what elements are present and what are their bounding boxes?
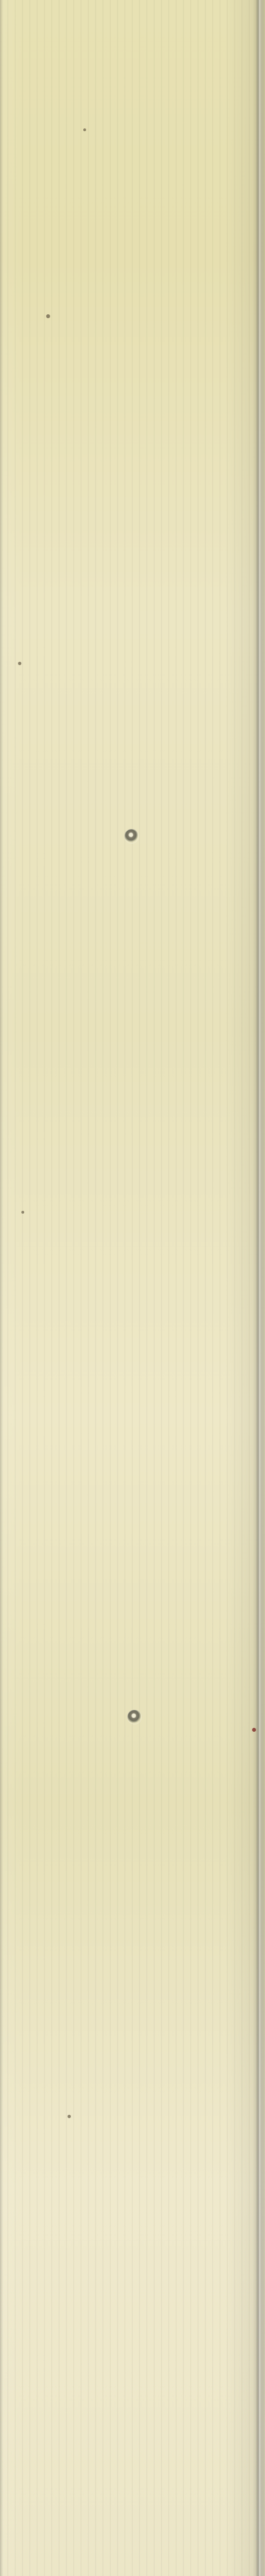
wood-speck xyxy=(21,1211,24,1214)
wood-speck xyxy=(46,314,50,318)
nail-hole-upper xyxy=(124,829,139,844)
nail-hole-lower xyxy=(127,1710,142,1724)
wood-speck xyxy=(83,128,86,131)
wood-speck-red xyxy=(252,1728,256,1732)
right-edge-shadow xyxy=(253,0,265,2576)
wood-speck xyxy=(18,662,21,665)
wood-speck xyxy=(68,2115,71,2118)
left-edge-shadow xyxy=(0,0,3,2576)
